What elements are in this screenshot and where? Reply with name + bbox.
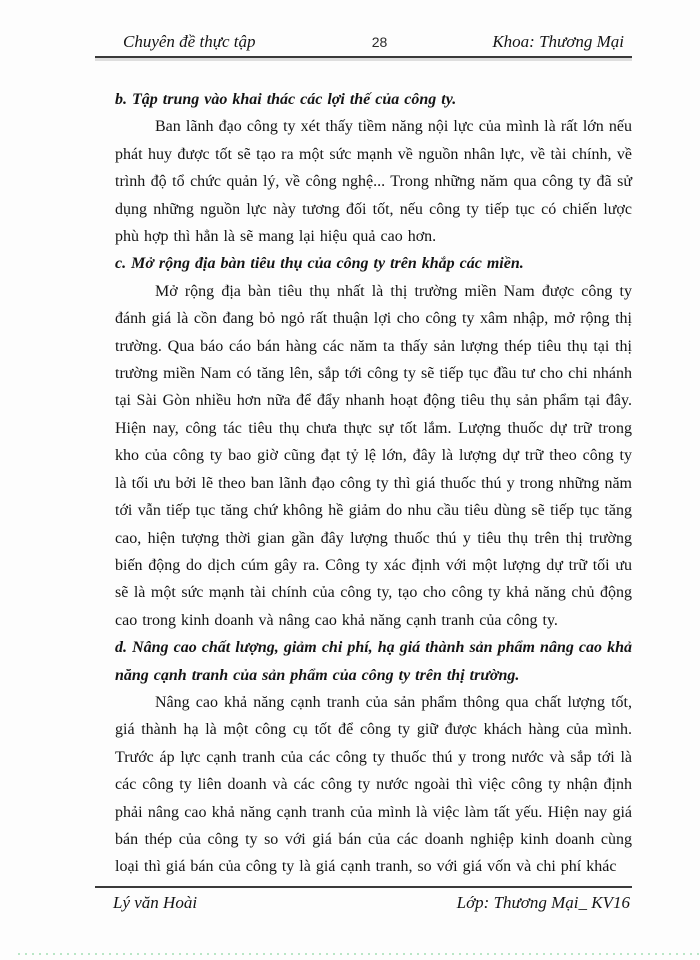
paragraph-internal-strengths: Ban lãnh đạo công ty xét thấy tiềm năng nội lực của mình là rất lớn nếu phát huy được tốt sẽ tạo ra một sức mạnh về nguồn nhân lực, về tài chính, về trình độ tổ chức quản lý, về công nghệ... Trong những năm qua công ty đã sử dụng những nguồn lực này tương đối tốt, nếu công ty tiếp tục có chiến lược phù hợp thì hẳn là sẽ mang lại hiệu quả cao hơn. [115, 118, 632, 246]
page-header [95, 32, 632, 58]
section-heading-b: b. Tập trung vào khai thác các lợi thế của công ty. [115, 91, 457, 108]
section-heading-d: d. Nâng cao chất lượng, giảm chi phí, hạ giá thành sản phẩm nâng cao khả năng cạnh tranh của sản phẩm của công ty trên thị trường. [115, 639, 632, 684]
paragraph-market-expansion: Mở rộng địa bàn tiêu thụ nhất là thị trường miền Nam được công ty đánh giá là cồn đang bỏ ngỏ rất thuận lợi cho công ty xâm nhập, mở rộng thị trường. Qua báo cáo bán hàng các năm ta thấy sản lượng thép tiêu thụ tại thị trường miền Nam có tăng lên, sắp tới công ty sẽ tiếp tục đầu tư cho chi nhánh tại Sài Gòn nhiều hơn nữa để đẩy nhanh hoạt động tiêu thụ sản phẩm tại đây. Hiện nay, công tác tiêu thụ chưa thực sự tốt lắm. Lượng thuốc dự trữ trong kho của công ty bao giờ cũng đạt tỷ lệ lớn, đây là lượng dự trữ theo công ty là tối ưu bởi lẽ theo ban lãnh đạo công ty thì giá thuốc thú y trong những năm tới vẫn tiếp tục tăng chứ không hề giảm do nhu cầu tiêu dùng sẽ tiếp tục tăng cao, hiện tượng thời gian gần đây lượng thuốc thú y tiêu thụ trên thị trường biến động do dịch cúm gây ra. Công ty xác định với một lượng dự trữ tối ưu sẽ là một sức mạnh tài chính của công ty, tạo cho công ty khả năng chủ động cao trong kinh doanh và nâng cao khả năng cạnh tranh của công ty. [115, 282, 632, 629]
header-page-number: 28 [371, 34, 388, 50]
paragraph-competitiveness: Nâng cao khả năng cạnh tranh của sản phẩm thông qua chất lượng tốt, giá thành hạ là một công cụ tốt để công ty giữ được khách hàng của mình. Trước áp lực cạnh tranh của các công ty thuốc thú y trong nước và sắp tới là các công ty liên doanh và các công ty nước ngoài thì việc công ty nhận định phải nâng cao khả năng cạnh tranh của mình là việc làm tất yếu. Hiện nay giá bán thép của công ty so với giá bán của các doanh nghiệp kinh doanh cùng loại thì giá bán của công ty là giá cạnh tranh, so với giá vốn và chi phí khác [115, 693, 632, 876]
page-footer [95, 886, 632, 913]
footer-class-name: Lớp: Thương Mại_ KV16 [456, 893, 630, 912]
dotted-separator [18, 953, 700, 955]
header-faculty-title: Khoa: Thương Mại [492, 32, 625, 51]
section-heading-c: c. Mở rộng địa bàn tiêu thụ của công ty trên khắp các miền. [115, 255, 524, 273]
document-body [115, 86, 632, 881]
footer-author-name: Lý văn Hoài [113, 893, 198, 912]
header-report-title: Chuyên đề thực tập [123, 32, 256, 51]
